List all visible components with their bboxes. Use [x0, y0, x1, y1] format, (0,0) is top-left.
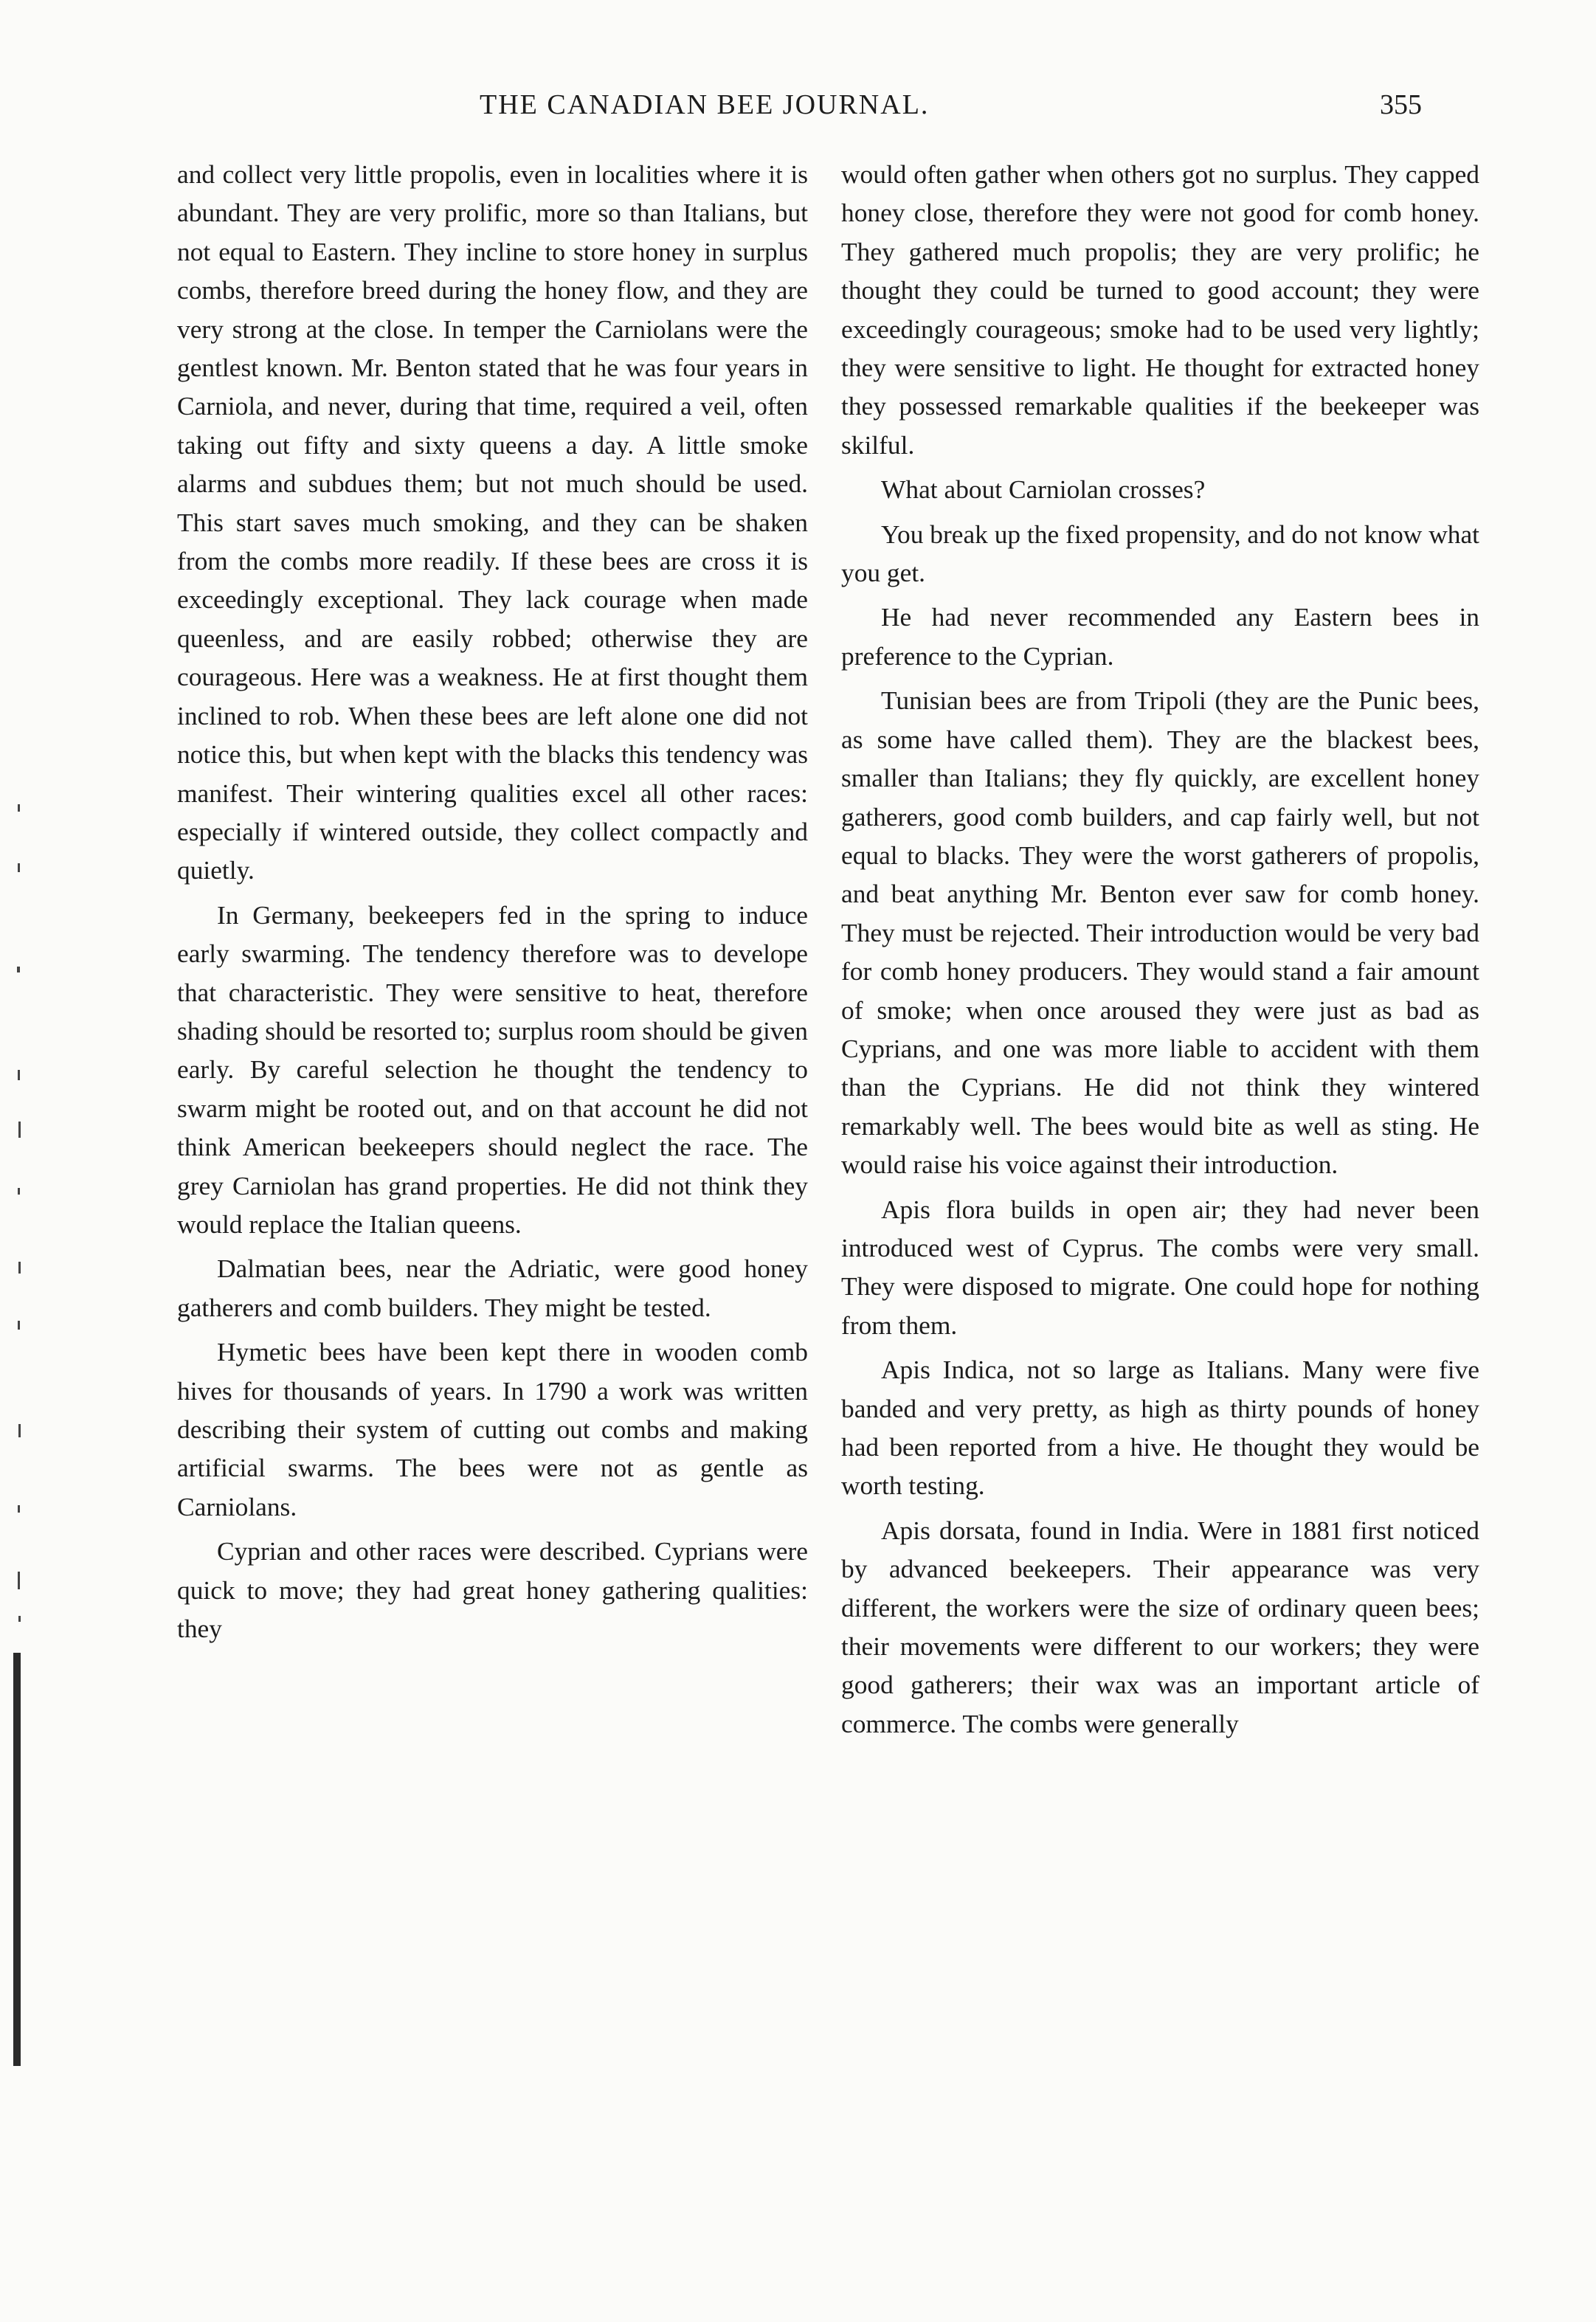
paragraph: Hymetic bees have been kept there in wooden comb hives for thousands of years. In 1790 a work was written describing their system of cutting out combs and making artificial swarms. The bees were not as gentle as Carniolans.	[177, 1337, 808, 1521]
paragraph: would often gather when others got no surplus. They capped honey close, therefore they were not good for comb honey. They gathered much propolis; they are very prolific; he thought they could be turned to good account; they were exceedingly courageous; smoke had to be used very lightly; they were sensitive to light. He thought for extracted honey they possessed remarkable qualities if the beekeeper was skilful.	[841, 159, 1479, 460]
right-column	[841, 155, 1479, 1743]
left-column	[177, 155, 808, 1648]
paragraph: In Germany, beekeepers fed in the spring to induce early swarming. The tendency therefore was to develope that characteristic. They were sensitive to heat, therefore shading should be resorted to; surplus room should be given early. By careful selection he thought the tendency to swarm might be rooted out, and on that account he did not think American beekeepers should neglect the race. The grey Carniolan has grand properties. He did not think they would replace the Italian queens.	[177, 899, 808, 1239]
binding-edge-bar	[13, 1653, 21, 2066]
binding-edge-marks	[6, 775, 35, 2250]
paragraph: and collect very little propolis, even in localities where it is abundant. They are very prolific, more so than Italians, but not equal to Eastern. They incline to store honey in surplus combs, therefore breed during the honey flow, and they are very strong at the close. In temper the Carniolans were the gentlest known. Mr. Benton stated that he was four years in Carniola, and never, during that time, required a veil, often taking out fifty and sixty queens a day. A little smoke alarms and subdues them; but not much should be used. This start saves much smoking, and they can be shaken from the combs more readily. If these bees are cross it is exceedingly exceptional. They lack courage when made queenless, and are easily robbed; otherwise they are courageous. Here was a weakness. He at first thought them inclined to rob. When these bees are left alone one did not notice this, but when kept with the blacks this tendency was manifest. Their wintering qualities excel all other races: especially if wintered outside, they collect compactly and quietly.	[177, 159, 808, 885]
paragraph: Apis dorsata, found in India. Were in 1881 first noticed by advanced beekeepers. Their appearance was very different, the workers were the size of ordinary queen bees; their movements were different to our workers; they were good gatherers; their wax was an important article of commerce. The combs were generally	[841, 1515, 1479, 1738]
page-number: 355	[1380, 89, 1422, 120]
paragraph: Dalmatian bees, near the Adriatic, were good honey gatherers and comb builders. They might be tested.	[177, 1254, 808, 1322]
paragraph: What about Carniolan crosses?	[881, 474, 1206, 505]
paragraph: He had never recommended any Eastern bees in preference to the Cyprian.	[841, 602, 1479, 671]
paragraph: Cyprian and other races were described. Cyprians were quick to move; they had great honey gathering qualities: they	[177, 1536, 808, 1644]
journal-title: THE CANADIAN BEE JOURNAL.	[480, 89, 930, 120]
paragraph: Apis Indica, not so large as Italians. Many were five banded and very pretty, as high as thirty pounds of honey had been reported from a hive. He thought they would be worth testing.	[841, 1355, 1479, 1501]
paragraph: Apis flora builds in open air; they had never been introduced west of Cyprus. The combs were very small. They were disposed to migrate. One could hope for nothing from them.	[841, 1194, 1479, 1340]
running-header	[0, 89, 1596, 133]
paragraph: Tunisian bees are from Tripoli (they are the Punic bees, as some have called them). They are the blackest bees, smaller than Italians; they fly quickly, are excellent honey gatherers, good comb builders, and cap fairly well, but not equal to blacks. They were the worst gatherers of propolis, and beat anything Mr. Benton ever saw for comb honey. They must be rejected. Their introduction would be very bad for comb honey producers. They would stand a fair amount of smoke; when once aroused they were just as bad as Cyprians, and one was more liable to accident with them than the Cyprians. He did not think they wintered remarkably well. The bees would bite as well as sting. He would raise his voice against their introduction.	[841, 685, 1479, 1180]
paragraph: You break up the fixed propensity, and do not know what you get.	[841, 519, 1479, 588]
